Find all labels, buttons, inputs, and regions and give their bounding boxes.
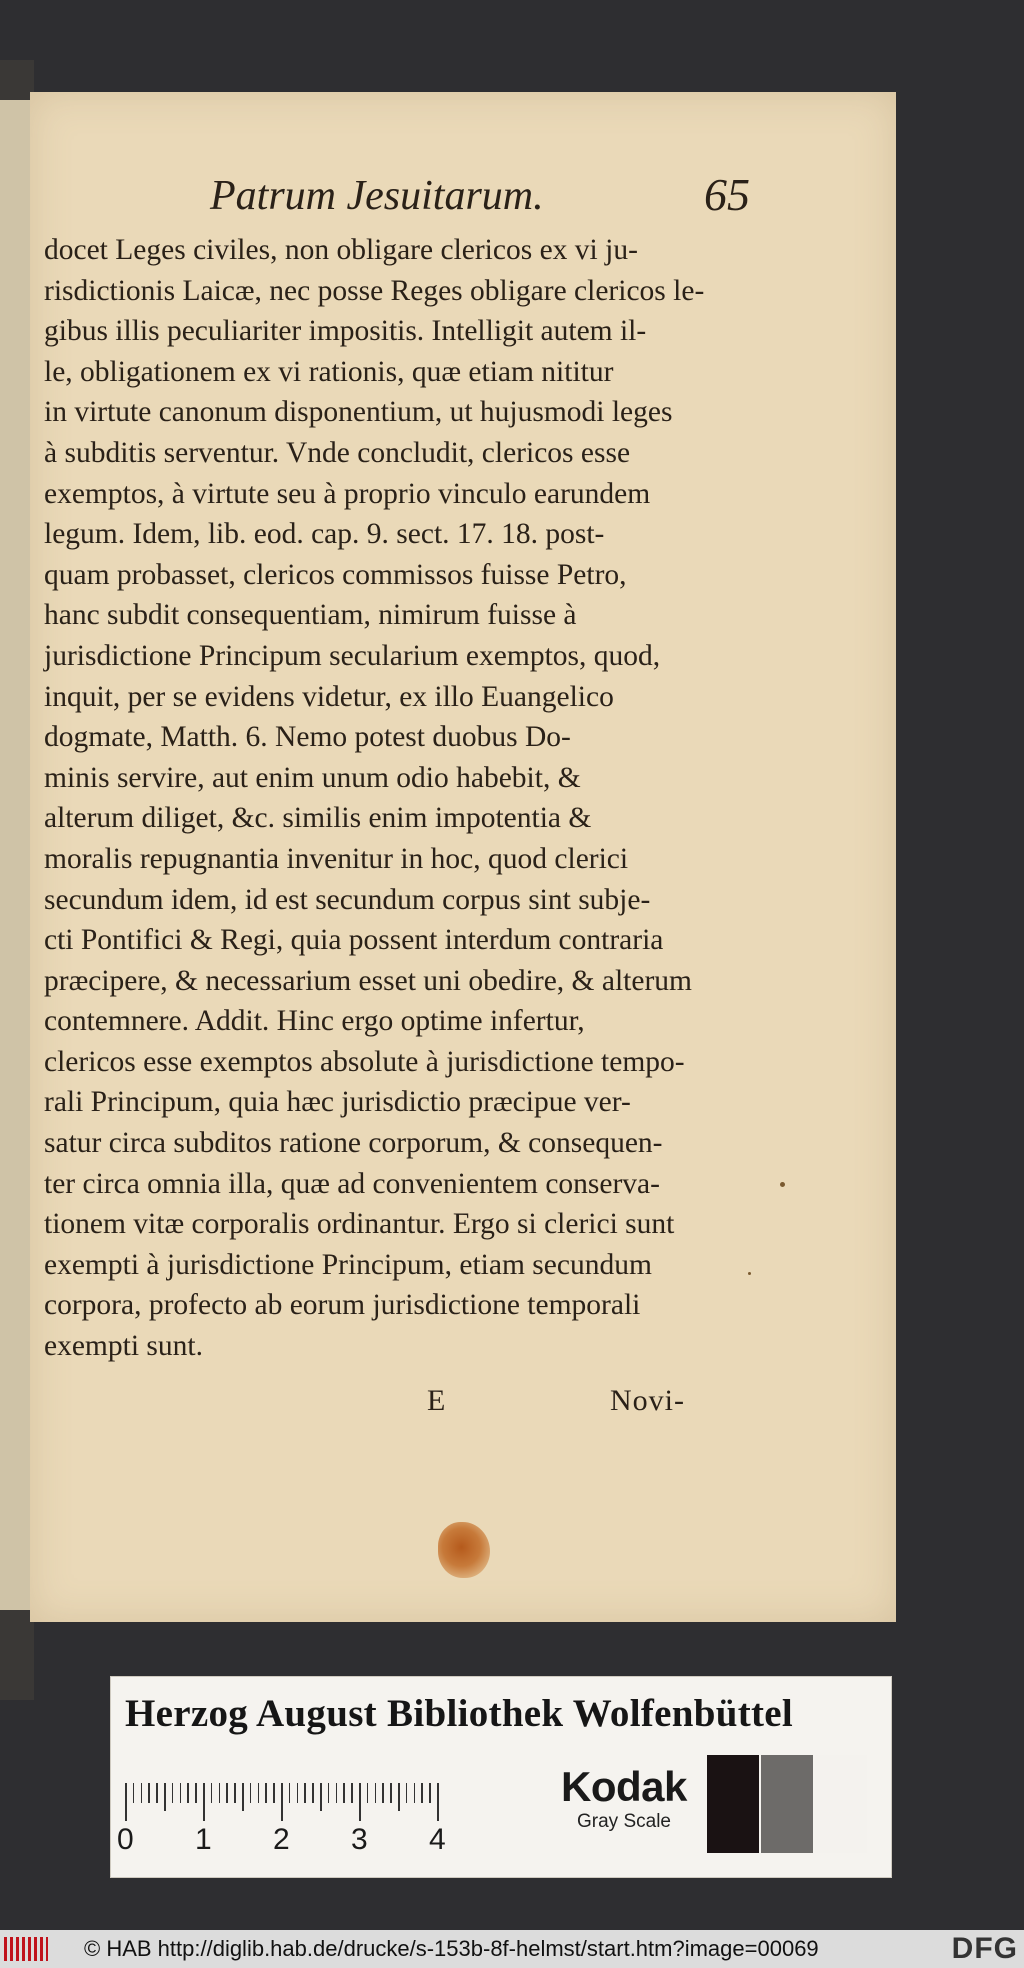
ruler-tick bbox=[289, 1783, 291, 1803]
paper-speck bbox=[748, 1272, 751, 1275]
ruler-tick bbox=[336, 1783, 338, 1803]
text-line: exemptos, à virtute seu à proprio vinculo earundem bbox=[44, 477, 651, 510]
ruler-tick bbox=[343, 1783, 345, 1803]
ruler-tick bbox=[187, 1783, 189, 1803]
ruler-tick bbox=[398, 1783, 400, 1811]
bleed-through-mark bbox=[2, 590, 6, 616]
ruler-tick bbox=[328, 1783, 330, 1803]
text-line: docet Leges civiles, non obligare clericos ex vi ju- bbox=[44, 234, 638, 266]
ruler-tick bbox=[125, 1783, 127, 1821]
scan-label-card bbox=[110, 1676, 892, 1878]
body-text bbox=[44, 230, 754, 1367]
bleed-through-mark bbox=[2, 990, 6, 1016]
bleed-through-mark bbox=[2, 750, 6, 776]
bleed-through-mark bbox=[2, 550, 6, 576]
ruler-tick bbox=[148, 1783, 150, 1803]
bleed-through-mark bbox=[2, 1070, 6, 1096]
text-line: exempti à jurisdictione Principum, etiam secundum bbox=[44, 1248, 652, 1281]
page-number: 65 bbox=[704, 169, 750, 220]
ruler-tick bbox=[390, 1783, 392, 1803]
text-line: contemnere. Addit. Hinc ergo optime infertur, bbox=[44, 1005, 585, 1038]
ruler-tick bbox=[375, 1783, 377, 1803]
ruler-tick bbox=[382, 1783, 384, 1803]
ruler-tick bbox=[367, 1783, 369, 1803]
ruler-number: 1 bbox=[195, 1823, 212, 1856]
text-line: tionem vitæ corporalis ordinantur. Ergo si clerici sunt bbox=[44, 1208, 675, 1241]
bleed-through-mark bbox=[2, 470, 6, 496]
running-title: Patrum Jesuitarum. bbox=[210, 173, 544, 219]
ruler-tick bbox=[265, 1783, 267, 1803]
text-line: minis servire, aut enim unum odio habebit, & bbox=[44, 761, 581, 794]
ruler-tick bbox=[164, 1783, 166, 1811]
ruler-number: 3 bbox=[351, 1823, 368, 1856]
bleed-through-mark bbox=[2, 1150, 6, 1176]
bleed-through-mark bbox=[2, 350, 6, 376]
text-line: inquit, per se evidens videtur, ex illo Euangelico bbox=[44, 680, 614, 713]
ruler-number: 2 bbox=[273, 1823, 290, 1856]
text-line: le, obligationem ex vi rationis, quæ etiam nititur bbox=[44, 355, 614, 388]
book-page bbox=[30, 92, 896, 1622]
ruler-tick bbox=[203, 1783, 205, 1821]
gray-scale-caption: Gray Scale bbox=[577, 1811, 671, 1832]
footer-bar bbox=[0, 1930, 1024, 1968]
ruler-tick bbox=[211, 1783, 213, 1803]
paper-speck bbox=[780, 1182, 785, 1187]
ruler-tick bbox=[414, 1783, 416, 1803]
text-line: dogmate, Matth. 6. Nemo potest duobus Do- bbox=[44, 721, 571, 754]
ruler-tick bbox=[172, 1783, 174, 1803]
text-line: præcipere, & necessarium esset uni obedire, & alterum bbox=[44, 964, 692, 997]
ruler-tick bbox=[304, 1783, 306, 1803]
bleed-through-mark bbox=[2, 870, 6, 896]
ruler-number: 0 bbox=[117, 1823, 134, 1856]
text-line: ter circa omnia illa, quæ ad convenientem conserva- bbox=[44, 1167, 660, 1200]
bleed-through-mark bbox=[2, 790, 6, 816]
ruler-tick bbox=[133, 1783, 135, 1803]
text-line: clericos esse exemptos absolute à jurisdictione tempo- bbox=[44, 1045, 685, 1078]
kodak-logo: Kodak bbox=[561, 1763, 687, 1810]
bleed-through-mark bbox=[2, 230, 6, 256]
bleed-through-mark bbox=[2, 310, 6, 336]
bleed-through-mark bbox=[2, 910, 6, 936]
ruler-tick bbox=[351, 1783, 353, 1803]
rust-stain bbox=[438, 1522, 490, 1578]
hab-logo-icon bbox=[4, 1937, 48, 1961]
bleed-through-mark bbox=[2, 830, 6, 856]
catchword: Novi- bbox=[610, 1384, 685, 1417]
ruler-tick bbox=[195, 1783, 197, 1803]
ruler-tick bbox=[180, 1783, 182, 1803]
ruler-tick bbox=[320, 1783, 322, 1811]
text-line: risdictionis Laicæ, nec posse Reges obligare clericos le- bbox=[44, 274, 705, 307]
scale-ruler bbox=[117, 1769, 535, 1869]
text-line: à subditis serventur. Vnde concludit, clericos esse bbox=[44, 436, 631, 469]
ruler-tick bbox=[273, 1783, 275, 1803]
ruler-tick bbox=[250, 1783, 252, 1803]
bleed-through-mark bbox=[2, 1110, 6, 1136]
gray-patch-mid bbox=[761, 1755, 813, 1853]
ruler-tick bbox=[234, 1783, 236, 1803]
page-header bbox=[180, 169, 750, 232]
ruler-tick bbox=[437, 1783, 439, 1821]
bleed-through-mark bbox=[2, 710, 6, 736]
text-line: corpora, profecto ab eorum jurisdictione temporali bbox=[44, 1289, 641, 1322]
bleed-through-mark bbox=[2, 950, 6, 976]
ruler-tick bbox=[312, 1783, 314, 1803]
ruler-tick bbox=[421, 1783, 423, 1803]
text-line: alterum diliget, &c. similis enim impotentia & bbox=[44, 802, 592, 835]
bleed-through-mark bbox=[2, 430, 6, 456]
ruler-tick bbox=[281, 1783, 283, 1821]
bleed-through-mark bbox=[2, 270, 6, 296]
text-line: moralis repugnantia invenitur in hoc, quod clerici bbox=[44, 842, 629, 875]
text-line: quam probasset, clericos commissos fuisse Petro, bbox=[44, 558, 627, 591]
bleed-through-mark bbox=[2, 510, 6, 536]
ruler-tick bbox=[429, 1783, 431, 1803]
ruler-tick bbox=[141, 1783, 143, 1803]
ruler-tick bbox=[258, 1783, 260, 1803]
dfg-logo: DFG bbox=[951, 1932, 1018, 1965]
ruler-tick bbox=[226, 1783, 228, 1803]
text-line: cti Pontifici & Regi, quia possent interdum contraria bbox=[44, 924, 664, 957]
ruler-tick bbox=[406, 1783, 408, 1803]
ruler-tick bbox=[156, 1783, 158, 1803]
text-line: rali Principum, quia hæc jurisdictio præcipue ver- bbox=[44, 1086, 631, 1119]
ruler-tick bbox=[359, 1783, 361, 1821]
bleed-through-mark bbox=[2, 630, 6, 656]
ruler-tick bbox=[219, 1783, 221, 1803]
library-name: Herzog August Bibliothek Wolfenbüttel bbox=[125, 1692, 794, 1735]
text-line: secundum idem, id est secundum corpus sint subje- bbox=[44, 883, 651, 916]
text-line: legum. Idem, lib. eod. cap. 9. sect. 17. 18. post- bbox=[44, 518, 605, 551]
ruler-tick bbox=[297, 1783, 299, 1803]
bleed-through-mark bbox=[2, 1030, 6, 1056]
text-line: jurisdictione Principum secularium exemptos, quod, bbox=[44, 639, 661, 672]
text-line: satur circa subditos ratione corporum, & consequen- bbox=[44, 1127, 663, 1160]
ruler-tick bbox=[242, 1783, 244, 1811]
bleed-through-mark bbox=[2, 670, 6, 696]
ruler-number: 4 bbox=[429, 1823, 446, 1856]
signature-mark: E bbox=[427, 1384, 446, 1417]
text-line: exempti sunt. bbox=[44, 1330, 203, 1363]
text-line: gibus illis peculiariter impositis. Intelligit autem il- bbox=[44, 315, 647, 348]
gray-patch-dark bbox=[707, 1755, 759, 1853]
text-line: hanc subdit consequentiam, nimirum fuisse à bbox=[44, 599, 577, 632]
bleed-through-mark bbox=[2, 390, 6, 416]
gray-patch-light bbox=[815, 1755, 867, 1853]
copyright-text: © HAB http://diglib.hab.de/drucke/s-153b-8f-helmst/start.htm?image=00069 bbox=[84, 1936, 819, 1961]
text-line: in virtute canonum disponentium, ut hujusmodi leges bbox=[44, 396, 673, 429]
